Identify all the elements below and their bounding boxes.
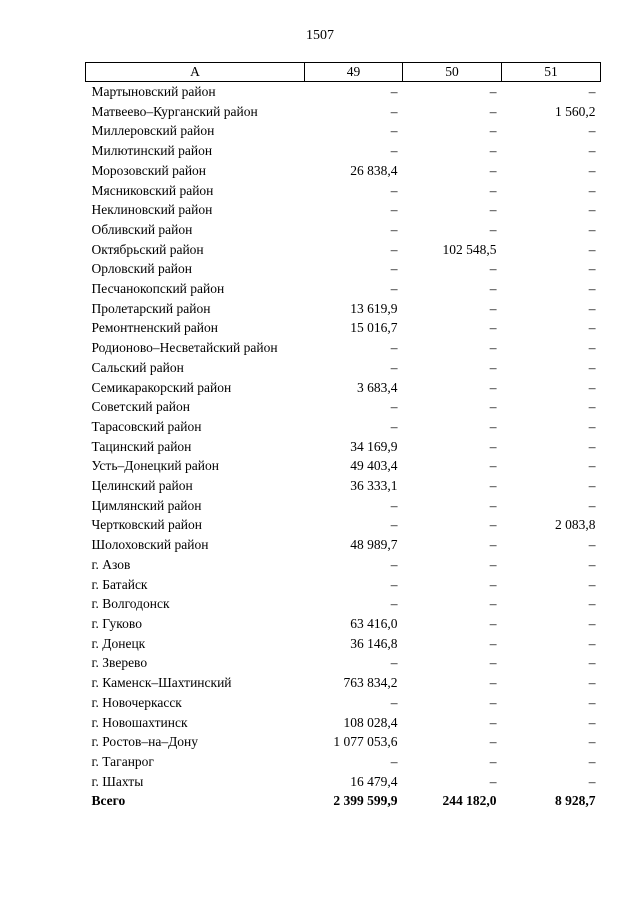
- value-col-50: –: [489, 655, 497, 671]
- column-header-a: А: [86, 63, 305, 82]
- row-name: г. Гуково: [91, 615, 142, 631]
- table-row: [86, 417, 601, 437]
- value-col-51: –: [588, 556, 596, 572]
- value-col-50: –: [489, 517, 497, 533]
- row-name: г. Новошахтинск: [91, 714, 188, 730]
- value-col-50: –: [489, 103, 497, 119]
- table-row: [86, 279, 601, 299]
- value-col-50: –: [489, 281, 497, 297]
- value-col-50: –: [489, 261, 497, 277]
- value-col-49: 15 016,7: [350, 320, 398, 336]
- value-col-50: –: [489, 635, 497, 651]
- row-name: г. Донецк: [91, 635, 146, 651]
- row-name: Шолоховский район: [91, 537, 209, 553]
- value-col-50: –: [489, 478, 497, 494]
- value-col-49: –: [390, 694, 398, 710]
- row-name: Миллеровский район: [91, 123, 215, 139]
- page-number: 1507: [306, 28, 334, 43]
- table-row: [86, 378, 601, 398]
- value-col-50: 102 548,5: [442, 241, 497, 257]
- table-row: [86, 614, 601, 634]
- row-name: Мартыновский район: [91, 84, 216, 99]
- value-col-49: –: [390, 576, 398, 592]
- table-row: [86, 141, 601, 161]
- row-name: Целинский район: [91, 478, 193, 494]
- budget-table: [85, 62, 601, 811]
- value-col-50: –: [489, 714, 497, 730]
- row-name: Родионово–Несветайский район: [91, 340, 278, 356]
- value-col-51: –: [588, 694, 596, 710]
- value-col-50: –: [489, 596, 497, 612]
- table-row: [86, 673, 601, 693]
- value-col-51: –: [588, 202, 596, 218]
- value-col-50: –: [489, 202, 497, 218]
- row-name: г. Азов: [91, 556, 131, 572]
- value-col-51: –: [588, 675, 596, 691]
- value-col-50: –: [489, 300, 497, 316]
- table-row: [86, 220, 601, 240]
- row-name: г. Зверево: [91, 655, 148, 671]
- row-name: Мясниковский район: [91, 182, 214, 198]
- row-name: Чертковский район: [91, 517, 202, 533]
- row-name: г. Ростов–на–Дону: [91, 734, 199, 750]
- column-header-49: 49: [305, 63, 403, 82]
- table-row: [86, 594, 601, 614]
- value-col-50: –: [489, 418, 497, 434]
- table-row: [86, 713, 601, 733]
- value-col-51: –: [588, 734, 596, 750]
- value-col-49: 108 028,4: [343, 714, 398, 730]
- value-col-51: –: [588, 714, 596, 730]
- value-col-51: –: [588, 635, 596, 651]
- table-row: [86, 200, 601, 220]
- table-row: [86, 535, 601, 555]
- table-row: [86, 634, 601, 654]
- value-col-50: –: [489, 221, 497, 237]
- table-row: [86, 181, 601, 201]
- value-col-49: 34 169,9: [350, 438, 398, 454]
- table-row: [86, 693, 601, 713]
- table-row: [86, 752, 601, 772]
- value-col-51: –: [588, 418, 596, 434]
- table-header-row: [86, 63, 601, 82]
- value-col-50: –: [489, 359, 497, 375]
- value-col-49: 48 989,7: [350, 537, 398, 553]
- value-col-50: –: [489, 379, 497, 395]
- table-row: [86, 358, 601, 378]
- value-col-49: –: [390, 202, 398, 218]
- value-col-51: –: [588, 261, 596, 277]
- table-row: [86, 161, 601, 181]
- table-row: [86, 653, 601, 673]
- row-name: г. Батайск: [91, 576, 148, 592]
- table-row: [86, 299, 601, 319]
- value-col-51: –: [588, 359, 596, 375]
- value-col-51: –: [588, 143, 596, 159]
- value-col-49: –: [390, 655, 398, 671]
- row-name: Песчанокопский район: [91, 281, 225, 297]
- table-row: [86, 555, 601, 575]
- value-col-50: –: [489, 162, 497, 178]
- value-col-49: 763 834,2: [343, 675, 398, 691]
- row-name: г. Каменск–Шахтинский: [91, 675, 232, 691]
- value-col-49: –: [390, 340, 398, 356]
- row-name: Сальский район: [91, 359, 184, 375]
- value-col-49: 26 838,4: [350, 162, 398, 178]
- total-row: [86, 791, 601, 811]
- row-name: Неклиновский район: [91, 202, 213, 218]
- row-name: Советский район: [91, 399, 190, 415]
- value-col-49: –: [390, 221, 398, 237]
- value-col-50: –: [489, 615, 497, 631]
- value-col-50: –: [489, 753, 497, 769]
- value-col-49: –: [390, 359, 398, 375]
- value-col-50: –: [489, 537, 497, 553]
- table-row: [86, 338, 601, 358]
- row-name: Усть–Донецкий район: [91, 458, 219, 474]
- value-col-51: –: [588, 753, 596, 769]
- table-row: [86, 496, 601, 516]
- table-row: [86, 318, 601, 338]
- value-col-49: –: [390, 281, 398, 297]
- total-col-50: 244 182,0: [442, 793, 497, 809]
- value-col-51: –: [588, 655, 596, 671]
- value-col-50: –: [489, 556, 497, 572]
- value-col-49: 13 619,9: [350, 300, 398, 316]
- value-col-50: –: [489, 123, 497, 139]
- row-name: Тацинский район: [91, 438, 192, 454]
- row-name: Орловский район: [91, 261, 192, 277]
- row-name: Цимлянский район: [91, 497, 202, 513]
- column-header-51: 51: [502, 63, 601, 82]
- value-col-51: –: [588, 379, 596, 395]
- value-col-51: –: [588, 162, 596, 178]
- value-col-49: –: [390, 497, 398, 513]
- value-col-51: –: [588, 576, 596, 592]
- total-col-49: 2 399 599,9: [333, 793, 398, 809]
- value-col-51: –: [588, 300, 596, 316]
- table-row: [86, 259, 601, 279]
- row-name: Обливский район: [91, 221, 193, 237]
- table-row: [86, 437, 601, 457]
- value-col-50: –: [489, 182, 497, 198]
- value-col-51: –: [588, 497, 596, 513]
- value-col-49: –: [390, 753, 398, 769]
- value-col-49: –: [390, 399, 398, 415]
- value-col-51: –: [588, 182, 596, 198]
- row-name: Пролетарский район: [91, 300, 211, 316]
- value-col-49: –: [390, 182, 398, 198]
- value-col-50: –: [489, 576, 497, 592]
- value-col-51: –: [588, 596, 596, 612]
- value-col-50: –: [489, 399, 497, 415]
- value-col-51: –: [588, 399, 596, 415]
- value-col-49: –: [390, 103, 398, 119]
- value-col-51: –: [588, 281, 596, 297]
- value-col-51: –: [588, 773, 596, 789]
- table-row: [86, 772, 601, 792]
- table-row: [86, 732, 601, 752]
- value-col-49: 36 333,1: [350, 478, 398, 494]
- table-row: [86, 575, 601, 595]
- value-col-49: 36 146,8: [350, 635, 398, 651]
- row-name: г. Шахты: [91, 773, 144, 789]
- table-row: [86, 397, 601, 417]
- value-col-50: –: [489, 773, 497, 789]
- column-header-50: 50: [403, 63, 502, 82]
- total-col-51: 8 928,7: [555, 793, 596, 809]
- value-col-50: –: [489, 438, 497, 454]
- row-name: Ремонтненский район: [91, 320, 218, 336]
- value-col-49: –: [390, 418, 398, 434]
- value-col-51: –: [588, 458, 596, 474]
- row-name: Матвеево–Курганский район: [91, 103, 258, 119]
- value-col-51: –: [588, 537, 596, 553]
- row-name: Октябрьский район: [91, 241, 204, 257]
- table-row: [86, 121, 601, 141]
- table-row: [86, 456, 601, 476]
- total-label: Всего: [91, 793, 126, 809]
- value-col-49: 16 479,4: [350, 773, 398, 789]
- value-col-49: –: [390, 123, 398, 139]
- table-row: [86, 476, 601, 496]
- value-col-49: –: [390, 261, 398, 277]
- value-col-51: –: [588, 221, 596, 237]
- value-col-50: –: [489, 84, 497, 99]
- value-col-51: –: [588, 340, 596, 356]
- value-col-51: –: [588, 320, 596, 336]
- value-col-49: –: [390, 84, 398, 99]
- table-body: [86, 82, 601, 812]
- row-name: Семикаракорский район: [91, 379, 232, 395]
- value-col-49: 3 683,4: [357, 379, 398, 395]
- row-name: г. Таганрог: [91, 753, 154, 769]
- value-col-50: –: [489, 694, 497, 710]
- value-col-51: –: [588, 615, 596, 631]
- row-name: г. Новочеркасск: [91, 694, 182, 710]
- value-col-50: –: [489, 675, 497, 691]
- value-col-51: –: [588, 241, 596, 257]
- value-col-49: –: [390, 143, 398, 159]
- value-col-50: –: [489, 143, 497, 159]
- value-col-49: –: [390, 596, 398, 612]
- row-name: Тарасовский район: [91, 418, 202, 434]
- value-col-50: –: [489, 340, 497, 356]
- value-col-51: –: [588, 478, 596, 494]
- value-col-51: 1 560,2: [555, 103, 596, 119]
- value-col-49: –: [390, 517, 398, 533]
- value-col-50: –: [489, 320, 497, 336]
- table-row: [86, 82, 601, 102]
- table-row: [86, 102, 601, 122]
- value-col-49: 63 416,0: [350, 615, 398, 631]
- value-col-51: –: [588, 84, 596, 99]
- row-name: Милютинский район: [91, 143, 213, 159]
- value-col-51: –: [588, 123, 596, 139]
- table-row: [86, 240, 601, 260]
- value-col-51: –: [588, 438, 596, 454]
- value-col-49: 49 403,4: [350, 458, 398, 474]
- value-col-50: –: [489, 458, 497, 474]
- value-col-49: –: [390, 241, 398, 257]
- value-col-49: –: [390, 556, 398, 572]
- value-col-49: 1 077 053,6: [333, 734, 398, 750]
- row-name: г. Волгодонск: [91, 596, 170, 612]
- value-col-50: –: [489, 497, 497, 513]
- value-col-51: 2 083,8: [555, 517, 596, 533]
- row-name: Морозовский район: [91, 162, 207, 178]
- value-col-50: –: [489, 734, 497, 750]
- table-row: [86, 515, 601, 535]
